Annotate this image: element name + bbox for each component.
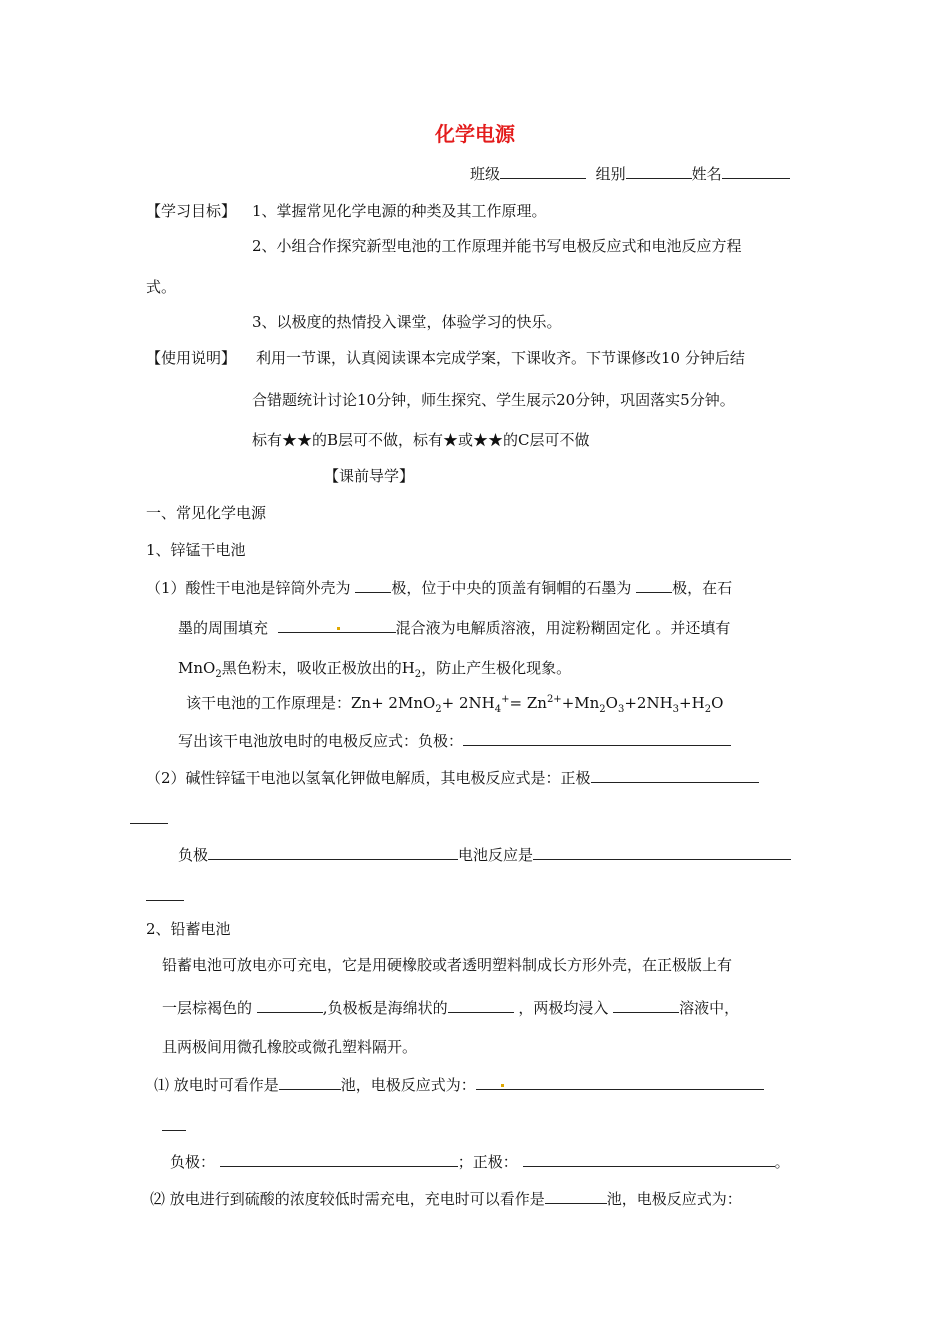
alkaline-answer-line (178, 843, 791, 865)
mark-dot (501, 1084, 504, 1087)
chem-sub: 3 (617, 704, 625, 715)
lead-acid-desc-2 (162, 996, 739, 1018)
chem-text: ，防止产生极化现象。 (421, 659, 572, 677)
section-1-heading: 一、常见化学电源 (146, 504, 267, 522)
lead-q2-line (150, 1187, 742, 1209)
cell-reaction-label: 电池反应是 (458, 846, 534, 864)
q1-text-a: （1）酸性干电池是锌筒外壳为 (146, 579, 351, 597)
chem-text: MnO (178, 659, 216, 677)
name-blank[interactable] (722, 162, 790, 179)
fill-blank[interactable] (279, 1073, 341, 1090)
fill-blank[interactable] (636, 576, 672, 593)
chem-text: +2NH (624, 694, 673, 712)
fill-blank[interactable] (476, 1073, 764, 1090)
q2-text: ⑵ 放电进行到硫酸的浓度较低时需充电，充电时可以看作是 (150, 1190, 545, 1208)
desc-text: ,负极板是海绵状的 (322, 999, 448, 1017)
name-label: 姓名 (691, 165, 722, 183)
chem-sub: 2 (704, 704, 712, 715)
chem-sub: 4 (494, 704, 502, 715)
lead-acid-desc-1: 铅蓄电池可放电亦可充电，它是用硬橡胶或者透明塑料制成长方形外壳，在正极版上有 (162, 956, 733, 974)
fill-blank[interactable] (523, 1150, 775, 1167)
q1-text-b: 极，位于中央的顶盖有铜帽的石墨为 (391, 579, 632, 597)
chem-text: O (605, 694, 618, 712)
page-title: 化学电源 (435, 122, 515, 146)
write-electrode-line (178, 729, 731, 751)
q1-text-d: 墨的周围填充 (178, 619, 269, 637)
preclass-heading: 【课前导学】 (324, 467, 415, 485)
usage-line-2: 合错题统计讨论10分钟，师生探究、学生展示20分钟，巩固落实5分钟。 (252, 391, 735, 409)
fill-blank[interactable] (463, 729, 731, 746)
group-blank[interactable] (626, 162, 692, 179)
q1-text-e: 混合液为电解质溶液，用淀粉糊固定化 。并还填有 (395, 619, 731, 637)
fill-blank[interactable] (591, 766, 759, 783)
usage-label: 【使用说明】 (146, 349, 237, 367)
student-info (470, 162, 790, 184)
chem-sup: 2+ (546, 694, 562, 705)
group-label: 组别 (595, 165, 626, 183)
chem-sub: 2 (414, 669, 422, 680)
chem-text: = Zn (509, 694, 547, 712)
q1-text: ⑴ 放电时可看作是 (154, 1076, 279, 1094)
chem-sup: + (501, 694, 510, 705)
q2-line (146, 766, 759, 788)
goal-item-2-cont: 式。 (146, 278, 177, 296)
chem-sub: 2 (599, 704, 606, 715)
write-electrode-text: 写出该干电池放电时的电极反应式：负极： (178, 732, 464, 750)
lead-q1-line (154, 1073, 764, 1095)
desc-text: 一层棕褐色的 (162, 999, 253, 1017)
chem-text: +Mn (561, 694, 600, 712)
fill-blank[interactable] (220, 1150, 458, 1167)
chem-sub: 2 (215, 669, 222, 680)
fill-blank[interactable] (278, 616, 396, 633)
desc-text: ，两极均浸入 (518, 999, 609, 1017)
goal-item-1: 1、掌握常见化学电源的种类及其工作原理。 (252, 202, 547, 220)
chem-text: O (711, 694, 724, 712)
chem-text: 黑色粉末，吸收正极放出的H (221, 659, 415, 677)
answer-line[interactable] (162, 1130, 186, 1131)
lead-acid-desc-3: 且两极间用微孔橡胶或微孔塑料隔开。 (162, 1038, 418, 1056)
fill-blank[interactable] (545, 1187, 607, 1204)
class-blank[interactable] (500, 162, 586, 179)
chem-text: 该干电池的工作原理是：Zn+ 2MnO (186, 694, 436, 712)
fill-blank[interactable] (613, 996, 679, 1013)
chem-sub: 2 (435, 704, 442, 715)
goals-label: 【学习目标】 (146, 202, 237, 220)
usage-line-1: 利用一节课，认真阅读课本完成学案，下课收齐。下节课修改10 分钟后结 (256, 349, 745, 367)
neg-label: 负极 (178, 846, 209, 864)
answer-line[interactable] (146, 900, 184, 901)
chem-text: +H (679, 694, 705, 712)
q1-text-c: 极，在石 (672, 579, 733, 597)
goal-item-3: 3、以极度的热情投入课堂，体验学习的快乐。 (252, 313, 562, 331)
fill-blank[interactable] (208, 843, 458, 860)
goal-item-2: 2、小组合作探究新型电池的工作原理并能书写电极反应式和电池反应方程 (252, 237, 742, 255)
lead-acid-heading: 2、铅蓄电池 (146, 920, 231, 938)
q1-text: 池，电极反应式为： (340, 1076, 476, 1094)
mark-dot (337, 627, 340, 630)
fill-blank[interactable] (257, 996, 323, 1013)
usage-line-3: 标有★★的B层可不做，标有★或★★的C层可不做 (252, 431, 590, 449)
fill-blank[interactable] (448, 996, 514, 1013)
q1-line-3 (178, 658, 571, 678)
q2-text: 池，电极反应式为： (606, 1190, 742, 1208)
class-label: 班级 (470, 165, 501, 183)
zinc-manganese-heading: 1、锌锰干电池 (146, 541, 246, 559)
period: 。 (774, 1153, 790, 1171)
q2-text: （2）碱性锌锰干电池以氢氧化钾做电解质，其电极反应式是：正极 (146, 769, 591, 787)
q1-line-1 (146, 576, 732, 598)
pos-label: ；正极： (457, 1153, 518, 1171)
fill-blank[interactable] (533, 843, 791, 860)
answer-line[interactable] (130, 823, 168, 824)
q1-line-2 (178, 616, 730, 638)
chem-sub: 3 (672, 704, 680, 715)
neg-label: 负极： (170, 1153, 216, 1171)
dry-cell-principle (186, 693, 723, 713)
lead-q1-electrodes (170, 1150, 790, 1172)
fill-blank[interactable] (355, 576, 391, 593)
desc-text: 溶液中， (679, 999, 740, 1017)
chem-text: + 2NH (441, 694, 495, 712)
